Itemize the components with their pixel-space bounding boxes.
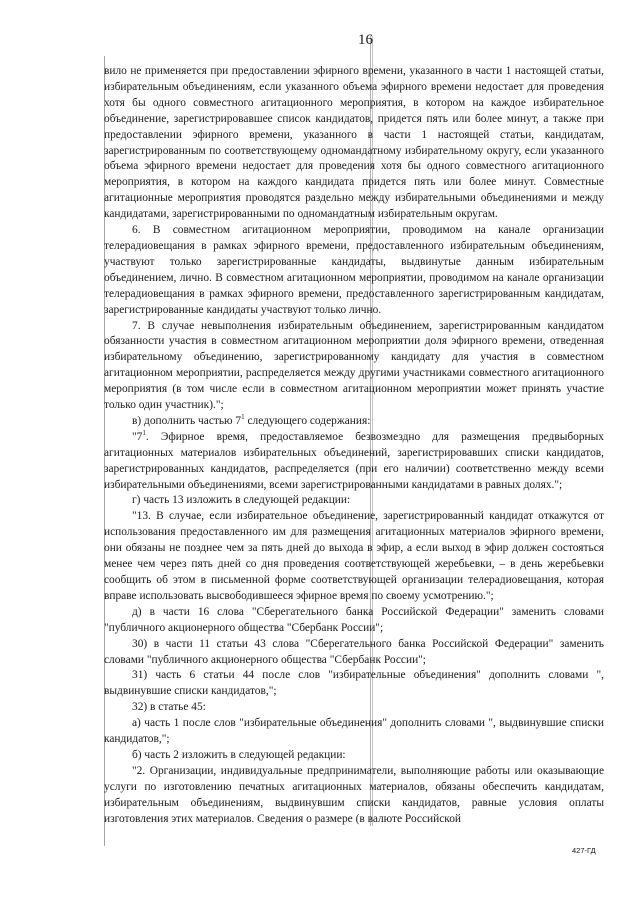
page-number: 16 — [358, 32, 373, 48]
paragraph — [104, 414, 604, 430]
paragraph-text: . Эфирное время, предоставляемое безвозмездно для размещения предвыборных агитационных материалов избирательных объединений, зарегистрировавших списки кандидатов, зарегистрированных кандидатов, распределяется (при его наличии) соответственно между всеми избирательными объединениями, всеми зарегистрированными кандидатами в равных долях."; — [104, 430, 604, 491]
paragraph: 32) в статье 45: — [132, 701, 206, 714]
paragraph: д) в части 16 слова "Сберегательного банка Российской Федерации" заменить словами "публичного акционерного общества "Сбербанк России"; — [104, 605, 604, 634]
paragraph-text: в) дополнить частью 7 — [132, 414, 242, 427]
paragraph-text: следующего содержания: — [244, 414, 371, 427]
paragraph: 6. В совместном агитационном мероприятии, проводимом на канале организации телерадиовещания в рамках эфирного времени, предоставленного избирательным объединениям, участвуют только зарегистрированные кандидаты, выдвинутые данным избирательным объединением, лично. В совместном агитационном мероприятии, проводимом на канале организации телерадиовещания в рамках эфирного времени, предоставленного зарегистрированным кандидатам, зарегистрированные кандидаты участвуют только лично. — [104, 224, 604, 316]
paragraph — [104, 430, 604, 494]
paragraph: б) часть 2 изложить в следующей редакции: — [132, 748, 346, 761]
paragraph: вило не применяется при предоставлении эфирного времени, указанного в части 1 настоящей статьи, избирательным объединениям, если указанного объема эфирного времени недостает для проведения хотя бы одного совместного агитационного мероприятия, в котором на каждое избирательное объединение, зарегистрировавшее список кандидатов, придется пять или более минут, а также при предоставлении эфирного времени, указанного в части 1 настоящей статьи, кандидатам, зарегистрированным по соответствующему одномандатному избирательному округу, если указанного объема эфирного времени недостает для проведения хотя бы одного совместного агитационного мероприятия, в котором на каждого кандидата придется пять или более минут. Совместные агитационные мероприятия проводятся раздельно между избирательными объединениями и между кандидатами, зарегистрированными по одномандатным избирательным округам. — [104, 65, 604, 221]
document-code: 427-ГД — [572, 846, 596, 855]
paragraph: "13. В случае, если избирательное объединение, зарегистрированный кандидат откажутся от использования предоставленного им для размещения агитационных материалов эфирного времени, они обязаны не позднее чем за пять дней до выхода в эфир, а если выход в эфир должен состояться менее чем через пять дней со дня проведения соответствующей жеребьевки, – в день жеребьевки сообщить об этом в письменной форме соответствующей организации телерадиовещания, которая вправе использовать высвободившееся эфирное время по своему усмотрению."; — [104, 510, 604, 602]
document-body — [104, 64, 604, 828]
paragraph: "2. Организации, индивидуальные предприниматели, выполняющие работы или оказывающие услуги по изготовлению печатных агитационных материалов, обязаны обеспечить кандидатам, избирательным объединениям, выдвинувшим списки кандидатов, равные условия оплаты изготовления этих материалов. Сведения о размере (в валюте Российской — [104, 764, 604, 825]
paragraph-text: "7 — [132, 430, 143, 443]
paragraph: а) часть 1 после слов "избирательные объединения" дополнить словами ", выдвинувшие списки кандидатов,"; — [104, 717, 604, 746]
paragraph: 30) в части 11 статьи 43 слова "Сберегательного банка Российской Федерации" заменить словами "публичного акционерного общества "Сбербанк России"; — [104, 637, 604, 666]
paragraph: г) часть 13 изложить в следующей редакции: — [132, 494, 351, 507]
paragraph: 31) часть 6 статьи 44 после слов "избирательные объединения" дополнить словами ", выдвинувшие списки кандидатов,"; — [104, 669, 604, 698]
superscript: 1 — [142, 429, 146, 438]
paragraph: 7. В случае невыполнения избирательным объединением, зарегистрированным кандидатом обязанности участия в совместном агитационном мероприятии доля эфирного времени, отведенная избирательному объединению, зарегистрированному кандидату для участия в совместном агитационном мероприятии, распределяется между другими участниками совместного агитационного мероприятия (в том числе если в совместном агитационном мероприятии может принять участие только один участник)."; — [104, 319, 604, 412]
superscript: 1 — [241, 413, 245, 422]
